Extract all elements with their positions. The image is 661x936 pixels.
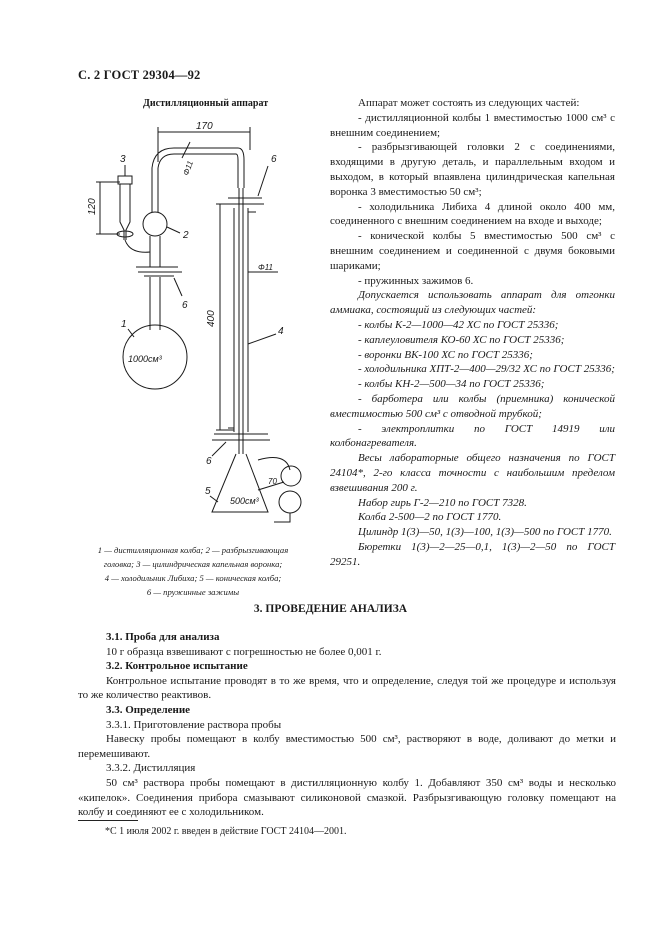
paragraph: - конической колбы 5 вместимостью 500 см³ с внешним соединением и соединенной с двумя боковыми шариками; (330, 230, 615, 272)
paragraph: Контрольное испытание проводят в то же время, что и определение, следуя той же процедуре и используя то же количество реактивов. (78, 674, 616, 702)
apparatus-list (330, 96, 615, 570)
label-1: 1 (121, 319, 127, 330)
phi-11-mid-label: Φ11 (258, 263, 273, 272)
paragraph: Набор гирь Г-2—210 по ГОСТ 7328. (358, 496, 527, 509)
paragraph: Навеску пробы помещают в колбу вместимостью 500 см³, растворяют в воде, доливают до метки и перемешивают. (78, 733, 616, 760)
footnote: *С 1 июля 2002 г. введен в действие ГОСТ 24104—2001. (105, 826, 347, 837)
phi-11-top-label: Φ11 (181, 159, 196, 177)
analysis-body (78, 630, 616, 820)
dim-70-label: 70 (268, 477, 277, 486)
subsection-heading: 3.1. Проба для анализа (106, 631, 220, 643)
paragraph: Цилиндр 1(3)—50, 1(3)—100, 1(3)—500 по ГОСТ 1770. (358, 526, 612, 539)
condenser-jacket (234, 208, 248, 432)
paragraph: Аппарат может состоять из следующих частей: (358, 97, 580, 109)
paragraph: - разбрызгивающей головки 2 с соединениями, входящими в другую деталь, и параллельным входом и выходом, в который впаявлена цилиндрическая капельная воронка 3 вместимостью 50 см³; (330, 141, 615, 198)
dim-400-label: 400 (206, 310, 217, 327)
condenser-tube (239, 188, 243, 454)
side-bulb-lower (279, 491, 301, 513)
label-5: 5 (205, 486, 211, 497)
leader-6-bottom (212, 442, 226, 456)
caption-line: 4 — холодильник Либиха; 5 — коническая колба; (104, 573, 282, 583)
paragraph: - пружинных зажимов 6. (358, 274, 474, 287)
vapour-pipe-outer (158, 154, 238, 188)
leader-4 (248, 334, 276, 344)
clamp-head (136, 267, 182, 276)
funnel-to-head (125, 240, 150, 252)
flask-volume-label: 1000см³ (128, 354, 162, 364)
figure-title: Дистилляционный аппарат (143, 98, 269, 109)
bulb-return-tube (274, 513, 290, 522)
paragraph: 10 г образца взвешивают с погрешностью не более 0,001 г. (106, 645, 382, 658)
section-title: 3. ПРОВЕДЕНИЕ АНАЛИЗА (253, 603, 408, 615)
label-6-top: 6 (271, 154, 277, 165)
caption-line: 6 — пружинные зажимы (146, 587, 240, 597)
head-stem (150, 236, 160, 267)
footnote-divider (78, 820, 138, 821)
paragraph: - дистилляционной колбы 1 вместимостью 1000 см³ с внешним соединением; (330, 111, 615, 139)
paragraph: - колбы К-2—1000—42 ХС по ГОСТ 25336; (358, 318, 559, 331)
condenser-nozzles (228, 212, 256, 428)
clamp-top (226, 198, 264, 204)
paragraph: - каплеуловителя КО-60 ХС по ГОСТ 25336; (358, 333, 565, 346)
paragraph: Колба 2-500—2 по ГОСТ 1770. (358, 511, 502, 524)
distillation-apparatus-diagram (78, 112, 313, 537)
label-6-left: 6 (182, 300, 188, 311)
figure-caption (78, 543, 308, 599)
label-2: 2 (183, 230, 189, 241)
paragraph: 3.3.2. Дистилляция (106, 762, 196, 775)
funnel-stopper (118, 176, 132, 184)
clamp-bottom (212, 434, 270, 440)
phi-11-top-leader (182, 142, 190, 158)
paragraph: Допускается использовать аппарат для отгонки аммиака, состоящий из следующих частей: (330, 289, 615, 317)
paragraph: - колбы КН-2—500—34 по ГОСТ 25336; (358, 378, 545, 391)
paragraph: 50 см³ раствора пробы помещают в дистилляционную колбу 1. Добавляют 350 см³ воды и несколько «кипелок». Соединения прибора смазывают силиконовой смазкой. Разбрызгивающую головку помещают на колбу и соединяют ее с холодильником. (78, 776, 616, 819)
leader-6-left (174, 278, 182, 296)
paragraph: - электроплитки по ГОСТ 14919 или колбонагревателя. (330, 422, 615, 450)
subsection-heading: 3.3. Определение (106, 703, 191, 716)
label-6-bottom: 6 (206, 456, 212, 467)
leader-2 (167, 227, 180, 233)
caption-line: головка; 3 — цилиндрическая капельная воронка; (103, 559, 283, 569)
label-3: 3 (120, 154, 126, 165)
page-header: С. 2 ГОСТ 29304—92 (78, 68, 201, 82)
dim-170-label: 170 (196, 121, 213, 132)
paragraph: - холодильника ХПТ-2—400—29/32 ХС по ГОСТ 25336; (358, 363, 615, 376)
paragraph: - холодильника Либиха 4 длиной около 400 мм, соединенного с внешним соединением на входе и выходе; (330, 200, 615, 228)
leader-6-top (258, 166, 268, 196)
paragraph: Бюретки 1(3)—2—25—0,1, 1(3)—2—50 по ГОСТ 29251. (330, 540, 615, 568)
paragraph: - воронки ВК-100 ХС по ГОСТ 25336; (358, 348, 533, 361)
side-bulb-upper (281, 466, 301, 486)
leader-5 (210, 496, 218, 502)
label-4: 4 (278, 326, 284, 337)
paragraph: 3.3.1. Приготовление раствора пробы (106, 718, 282, 731)
subsection-heading: 3.2. Контрольное испытание (106, 660, 248, 673)
paragraph: Весы лабораторные общего назначения по ГОСТ 24104*, 2-го класса точности с наибольшим пределом взвешивания 200 г. (330, 452, 615, 494)
conical-volume-label: 500см³ (230, 496, 259, 506)
dim-120-label: 120 (87, 198, 98, 215)
flask-neck (150, 277, 160, 330)
paragraph: - барботера или колбы (приемника) конической вместимостью 500 см³ с отводной трубкой; (330, 392, 615, 420)
splash-head-bulb (143, 212, 167, 236)
caption-line: 1 — дистилляционная колба; 2 — разбрызгивающая (97, 545, 289, 555)
